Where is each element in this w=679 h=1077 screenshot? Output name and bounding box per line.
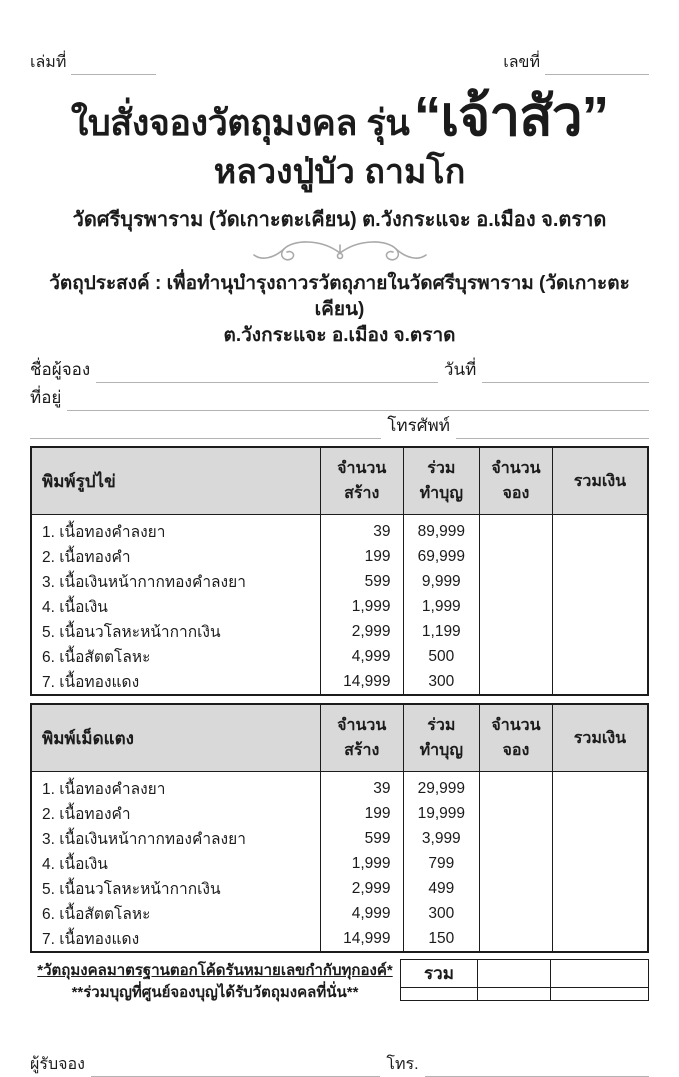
made-qty-cell: 2,999 [320, 619, 403, 644]
table-melon-title: พิมพ์เม็ดแตง [31, 704, 320, 772]
total-money-cell[interactable] [552, 901, 648, 926]
product-name-cell: 7. เนื้อทองแดง [31, 926, 320, 952]
form-title [30, 85, 649, 147]
table-row [31, 851, 648, 876]
top-number-row [30, 50, 649, 75]
donation-amount-cell: 300 [403, 901, 480, 926]
product-name-cell: 7. เนื้อทองแดง [31, 669, 320, 695]
total-money-cell[interactable] [552, 594, 648, 619]
table-row [31, 926, 648, 952]
table-egg-print [30, 446, 649, 696]
flourish-divider-icon [30, 239, 649, 271]
col-header-total: รวมเงิน [552, 704, 648, 772]
product-name-cell: 3. เนื้อเงินหน้ากากทองคำลงยา [31, 569, 320, 594]
col-header-total: รวมเงิน [552, 447, 648, 515]
total-money-cell[interactable] [552, 876, 648, 901]
phone-row [30, 412, 649, 439]
made-qty-cell: 39 [320, 772, 403, 802]
table-melon-header-row [31, 704, 648, 772]
grand-total-row [401, 960, 649, 988]
monk-name: หลวงปู่บัว ถามโก [213, 153, 466, 191]
book-no-blank-line[interactable] [71, 57, 156, 75]
product-name-cell: 6. เนื้อสัตตโลหะ [31, 644, 320, 669]
total-money-cell[interactable] [552, 544, 648, 569]
donation-amount-cell: 300 [403, 669, 480, 695]
booking-qty-cell[interactable] [480, 851, 553, 876]
table-row [31, 826, 648, 851]
product-name-cell: 1. เนื้อทองคำลงยา [31, 515, 320, 545]
address-label: ที่อยู่ [30, 388, 62, 408]
col-header-made: จำนวนสร้าง [320, 704, 403, 772]
table-row [31, 644, 648, 669]
footnotes [30, 959, 400, 1004]
table-row [31, 515, 648, 545]
total-money-cell[interactable] [552, 569, 648, 594]
donation-amount-cell: 500 [403, 644, 480, 669]
made-qty-cell: 1,999 [320, 851, 403, 876]
address-row [30, 384, 649, 411]
temple-address: วัดศรีบุรพาราม (วัดเกาะตะเคียน) ต.วังกระแจะ อ.เมือง จ.ตราด [72, 209, 607, 232]
made-qty-cell: 199 [320, 544, 403, 569]
total-money-cell[interactable] [552, 644, 648, 669]
address-blank-line[interactable] [67, 393, 649, 411]
product-name-cell: 3. เนื้อเงินหน้ากากทองคำลงยา [31, 826, 320, 851]
booking-qty-cell[interactable] [480, 876, 553, 901]
booker-name-blank-line[interactable] [96, 365, 438, 383]
made-qty-cell: 1,999 [320, 594, 403, 619]
made-qty-cell: 2,999 [320, 876, 403, 901]
booking-qty-cell[interactable] [480, 801, 553, 826]
total-money-cell[interactable] [552, 801, 648, 826]
form-title-prefix: ใบสั่งจองวัตถุมงคล รุ่น [70, 102, 410, 143]
table-row [31, 544, 648, 569]
table-melon-seed-print [30, 703, 649, 953]
col-header-book: จำนวนจอง [480, 447, 553, 515]
col-header-book: จำนวนจอง [480, 704, 553, 772]
total-money-cell[interactable] [552, 669, 648, 695]
booking-qty-cell[interactable] [480, 901, 553, 926]
date-blank-line[interactable] [482, 365, 649, 383]
product-name-cell: 2. เนื้อทองคำ [31, 801, 320, 826]
date-label: วันที่ [443, 360, 477, 380]
phone-blank-line[interactable] [456, 421, 649, 439]
donation-amount-cell: 9,999 [403, 569, 480, 594]
table-egg-header-row [31, 447, 648, 515]
booking-qty-cell[interactable] [480, 515, 553, 545]
table-row [31, 569, 648, 594]
table-row [31, 669, 648, 695]
donation-amount-cell: 3,999 [403, 826, 480, 851]
address-blank-line-2[interactable] [30, 421, 381, 439]
grand-total-label: รวม [401, 960, 478, 988]
receiver-row [30, 1050, 649, 1077]
col-header-made: จำนวนสร้าง [320, 447, 403, 515]
col-header-donate: ร่วมทำบุญ [403, 447, 480, 515]
total-money-cell[interactable] [552, 926, 648, 952]
table-row [31, 619, 648, 644]
made-qty-cell: 4,999 [320, 901, 403, 926]
product-name-cell: 1. เนื้อทองคำลงยา [31, 772, 320, 802]
booking-qty-cell[interactable] [480, 594, 553, 619]
donation-amount-cell: 150 [403, 926, 480, 952]
product-name-cell: 4. เนื้อเงิน [31, 594, 320, 619]
made-qty-cell: 39 [320, 515, 403, 545]
product-name-cell: 2. เนื้อทองคำ [31, 544, 320, 569]
donation-amount-cell: 1,199 [403, 619, 480, 644]
table-row [31, 801, 648, 826]
grand-total-money-cell[interactable] [551, 960, 649, 988]
name-date-row [30, 356, 649, 383]
grand-total-spare-row [401, 988, 649, 1001]
donation-amount-cell: 89,999 [403, 515, 480, 545]
donation-amount-cell: 1,999 [403, 594, 480, 619]
doc-no-label: เลขที่ [503, 54, 540, 71]
footnote-1: *วัตถุมงคลมาตรฐานตอกโค้ดรันหมายเลขกำกับทุกองค์* [37, 962, 393, 980]
product-name-cell: 5. เนื้อนวโลหะหน้ากากเงิน [31, 619, 320, 644]
grand-total-table [400, 959, 649, 1001]
total-money-cell[interactable] [552, 515, 648, 545]
total-money-cell[interactable] [552, 772, 648, 802]
booker-name-label: ชื่อผู้จอง [30, 360, 91, 380]
grand-total-booking-cell[interactable] [478, 960, 551, 988]
made-qty-cell: 599 [320, 569, 403, 594]
booking-qty-cell[interactable] [480, 644, 553, 669]
booking-qty-cell[interactable] [480, 669, 553, 695]
phone-label: โทรศัพท์ [387, 416, 450, 436]
purpose-line-2: ต.วังกระแจะ อ.เมือง จ.ตราด [223, 324, 456, 346]
book-no-field [30, 50, 156, 75]
product-name-cell: 6. เนื้อสัตตโลหะ [31, 901, 320, 926]
product-name-cell: 5. เนื้อนวโลหะหน้ากากเงิน [31, 876, 320, 901]
purpose-line-1: วัตถุประสงค์ : เพื่อทำนุบำรุงถาวรวัตถุภายในวัดศรีบุรพาราม (วัดเกาะตะเคียน) [49, 273, 630, 321]
total-money-cell[interactable] [552, 619, 648, 644]
booking-qty-cell[interactable] [480, 926, 553, 952]
total-money-cell[interactable] [552, 851, 648, 876]
donation-amount-cell: 19,999 [403, 801, 480, 826]
made-qty-cell: 199 [320, 801, 403, 826]
table-row [31, 772, 648, 802]
booking-qty-cell[interactable] [480, 826, 553, 851]
donation-amount-cell: 29,999 [403, 772, 480, 802]
booker-info-section [30, 356, 649, 439]
made-qty-cell: 14,999 [320, 926, 403, 952]
notes-total-section [30, 959, 649, 1004]
book-no-label: เล่มที่ [30, 54, 67, 71]
table-row [31, 901, 648, 926]
receiver-blank-line[interactable] [91, 1059, 380, 1077]
donation-amount-cell: 499 [403, 876, 480, 901]
booking-qty-cell[interactable] [480, 569, 553, 594]
table-row [31, 594, 648, 619]
table-row [31, 876, 648, 901]
booking-qty-cell[interactable] [480, 619, 553, 644]
tel-blank-line[interactable] [425, 1059, 649, 1077]
booking-qty-cell[interactable] [480, 544, 553, 569]
total-money-cell[interactable] [552, 826, 648, 851]
made-qty-cell: 4,999 [320, 644, 403, 669]
donation-amount-cell: 69,999 [403, 544, 480, 569]
made-qty-cell: 14,999 [320, 669, 403, 695]
made-qty-cell: 599 [320, 826, 403, 851]
product-name-cell: 4. เนื้อเงิน [31, 851, 320, 876]
footnote-2: **ร่วมบุญที่ศูนย์จองบุญได้รับวัตถุมงคลที่นั่น** [71, 984, 359, 1002]
booking-qty-cell[interactable] [480, 772, 553, 802]
doc-no-field [503, 50, 649, 75]
table-egg-title: พิมพ์รูปไข่ [31, 447, 320, 515]
donation-amount-cell: 799 [403, 851, 480, 876]
tel-label: โทร. [386, 1055, 419, 1073]
doc-no-blank-line[interactable] [545, 57, 649, 75]
edition-name: “เจ้าสัว” [413, 85, 609, 147]
receiver-label: ผู้รับจอง [30, 1055, 85, 1073]
col-header-donate: ร่วมทำบุญ [403, 704, 480, 772]
